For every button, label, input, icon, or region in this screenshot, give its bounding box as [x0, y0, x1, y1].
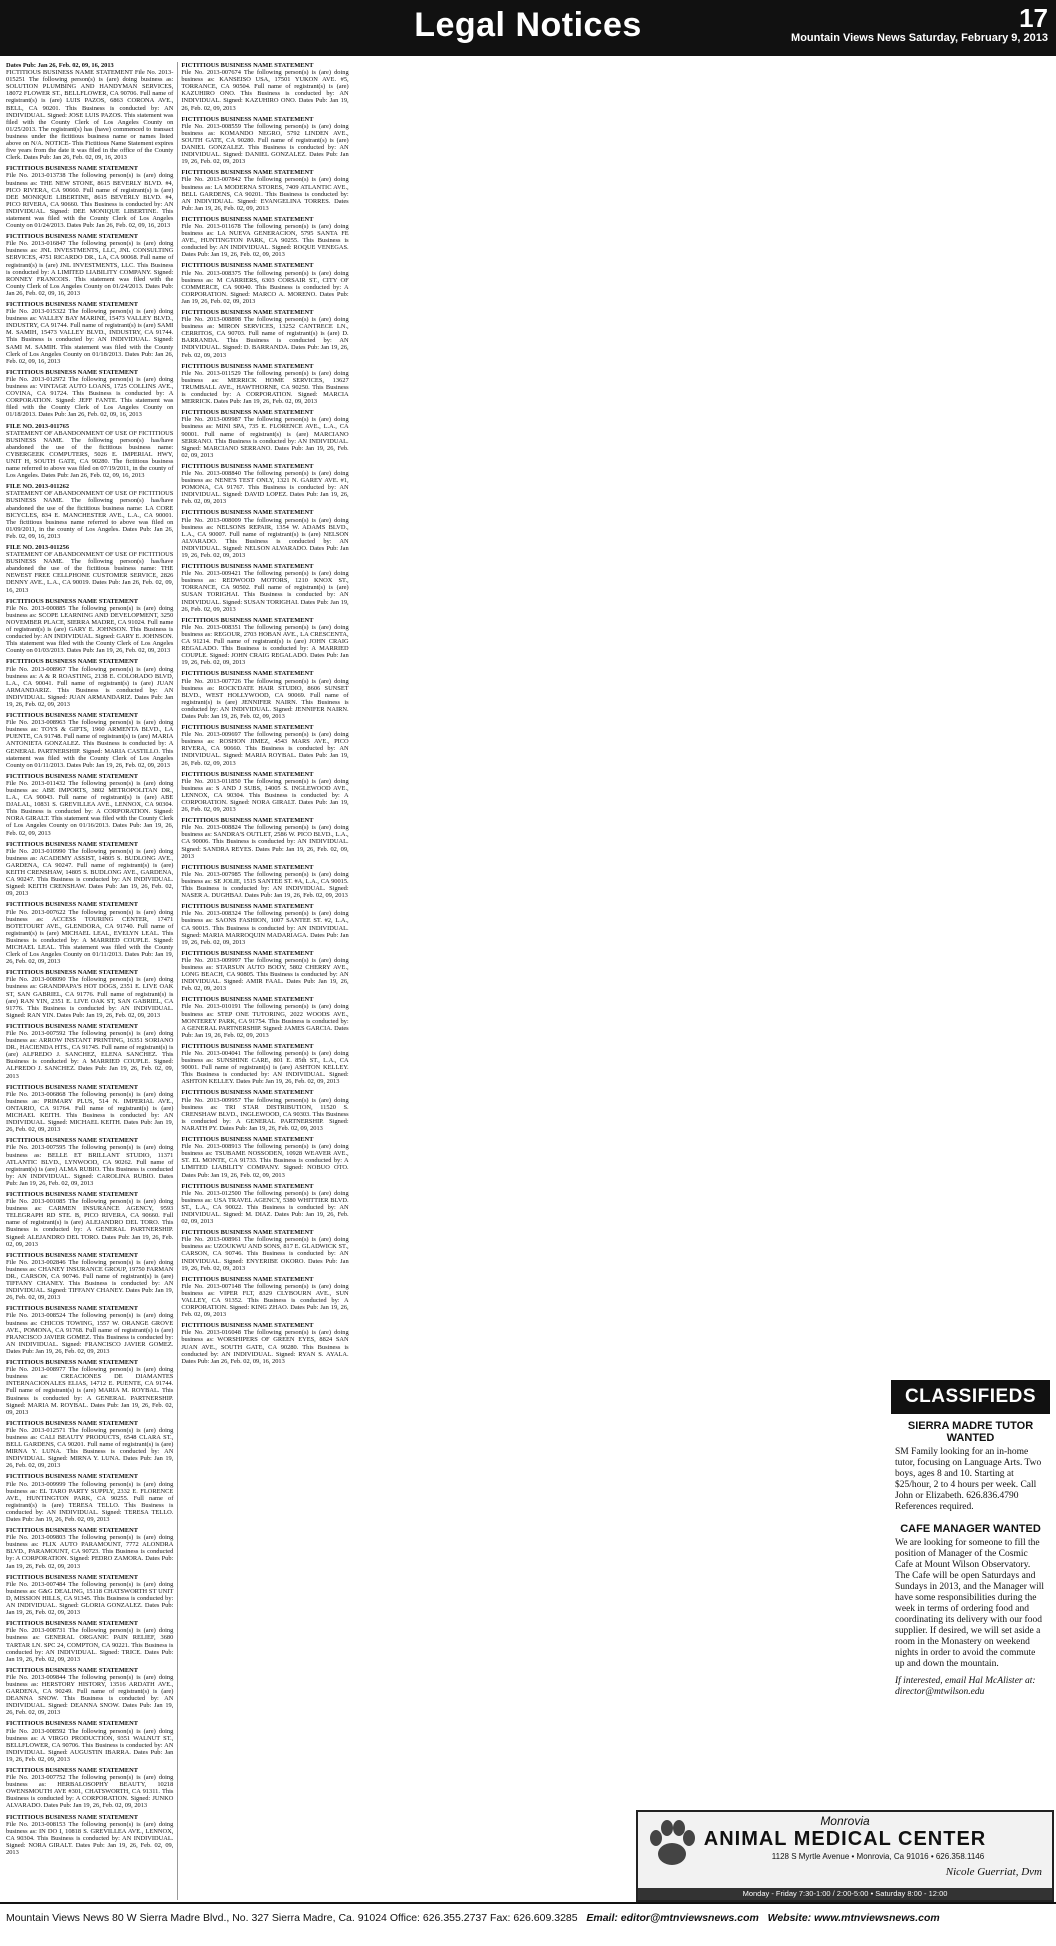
legal-notice [6, 712, 173, 769]
notice-heading: FICTITIOUS BUSINESS NAME STATEMENT [181, 949, 314, 957]
legal-notice [6, 901, 173, 965]
notice-heading: FICTITIOUS BUSINESS NAME STATEMENT [6, 1022, 139, 1030]
notice-heading: FICTITIOUS BUSINESS NAME STATEMENT [181, 863, 314, 871]
notice-text: File No. 2013-008592 The following person(s) is (are) doing business as: A VIRGO PRODUCTION, 9351 WALNUT ST., BELLFLOWER, CA 90706. This Business is conducted by: AN INDIVIDUAL. Signed: AUGUSTIN IBARRA. Dates Pub: Jan 19, 26, Feb. 02, 09, 2013 [6, 1727, 174, 1763]
legal-notice [181, 62, 348, 112]
notice-text: File No. 2013-007148 The following person(s) is (are) doing business as: VIPER FLT, 8329 CLYBOURN AVE., SUN VALLEY, CA 91352. This Business is conducted by: A CORPORATION. Signed: KING ZHAO. Dates Pub: Jan 19, 26, Feb. 02, 09, 2013 [181, 1282, 349, 1319]
notice-heading: FILE NO. 2013-011765 [6, 422, 70, 430]
notice-heading: FICTITIOUS BUSINESS NAME STATEMENT [6, 301, 139, 308]
notice-heading: FICTITIOUS BUSINESS NAME STATEMENT [6, 658, 139, 666]
legal-notice [6, 544, 173, 594]
legal-notice [181, 463, 348, 506]
legal-notice [6, 62, 173, 161]
vet-ad-doctor: Nicole Guerriat, Dvm [945, 1866, 1042, 1878]
legal-notice [6, 483, 173, 540]
legal-notice [6, 1767, 173, 1810]
legal-notice [6, 658, 173, 708]
notice-text: File No. 2013-008153 The following person(s) is (are) doing business as: IN DO I, 10818 S. GREVILLEA AVE., LENNOX, CA 90304. This Business is conducted by: AN INDIVIDUAL. Signed: NORA GIRALT. Dates Pub: Jan 19, 26, Feb. 02, 09, 2013 [6, 1820, 174, 1857]
legal-notice [6, 1720, 173, 1763]
notice-text: File No. 2013-009697 The following person(s) is (are) doing business as: ROSHON JIMEZ, 4543 MARS AVE., PICO RIVERA, CA 90660. This Business is conducted by: AN INDIVIDUAL. Signed: MARIA ROYBAL. Dates Pub: Jan 19, 26, Feb. 02, 09, 2013 [181, 731, 349, 767]
notice-heading: FICTITIOUS BUSINESS NAME STATEMENT [181, 563, 314, 571]
notice-heading: FICTITIOUS BUSINESS NAME STATEMENT [181, 770, 314, 778]
notice-heading: FICTITIOUS BUSINESS NAME STATEMENT [181, 1182, 314, 1190]
notice-heading: FICTITIOUS BUSINESS NAME STATEMENT [6, 1767, 139, 1774]
notice-text: File No. 2013-008324 The following person(s) is (are) doing business as: SAONS FASHION, 1007 SANTEE ST. #2, L.A., CA 90015. This Business is conducted by: AN INDIVIDUAL. Signed: MARIA MARROQUIN MADARIAGA. Dates Pub: Jan 19, 26, Feb. 02, 09, 2013 [181, 910, 349, 946]
vet-ad-hours: Monday - Friday 7:30-1:00 / 2:00-5:00 • Saturday 8:00 - 12:00 [638, 1888, 1052, 1900]
legal-notice [6, 1023, 173, 1080]
legal-notice [181, 309, 348, 359]
notice-heading: FICTITIOUS BUSINESS NAME STATEMENT [181, 1042, 314, 1050]
masthead-info [791, 4, 1048, 44]
notice-heading: FICTITIOUS BUSINESS NAME STATEMENT [181, 262, 314, 270]
section-title: Legal Notices [414, 6, 642, 44]
legal-notice [181, 116, 348, 166]
notice-heading: FICTITIOUS BUSINESS NAME STATEMENT [6, 1473, 139, 1481]
notice-heading: FICTITIOUS BUSINESS NAME STATEMENT [6, 1190, 139, 1198]
notice-text: File No. 2013-008977 The following person(s) is (are) doing business as: CREACIONES DE DIAMANTES INTERNACIONALES ELIAS, 14712 E. PUENTE, CA 91744. Full name of registrant(s) is (are) MARIA M. ROYBAL. This Business is conducted by: A GENERAL PARTNERSHIP. Signed: MARIA M. ROYBAL. Dates Pub: Jan 19, 26, Feb. 02, 09, 2013 [6, 1366, 174, 1416]
legal-notice [181, 724, 348, 767]
legal-notice [6, 1137, 173, 1187]
notice-text: File No. 2013-008963 The following person(s) is (are) doing business as: TOYS & GIFTS, 1960 ARMENTA BLVD., LA PUENTE, CA 91748. Full name of registrant(s) is (are) MARIA ANTONIETA GONZALEZ. This Business is conducted by: A GENERAL PARTNERSHIP. Signed: MARIA CASTILLO. This statement was filed with the County Clerk of Los Angeles County on 01/11/2013. Dates Pub: Jan 19, 26, Feb. 02, 09, 2013 [6, 719, 174, 769]
notice-text: File No. 2013-009997 The following person(s) is (are) doing business as: STARSUN AUTO BODY, 5802 CHERRY AVE., LONG BEACH, CA 90805. This Business is conducted by: AN INDIVIDUAL. Signed: AMIR FAAL. Dates Pub: Jan 19, 26, Feb. 02, 09, 2013 [181, 956, 349, 993]
notice-text: File No. 2013-011432 The following person(s) is (are) doing business as: ABE IMPORTS, 3802 METROPOLITAN DR., L.A., CA 90043. Full name of registrant(s) is (are) ABE DJALAL, 10831 S. GREVILLEA AVE., LENNOX, CA 90304. This Business is conducted by: A CORPORATION. Signed: NORA GIRALT. This statement was filed with the County Clerk of Los Angeles County on 01/16/2013. Dates Pub: Jan 19, 26, Feb. 02, 09, 2013 [6, 779, 174, 837]
notice-text: File No. 2013-010990 The following person(s) is (are) doing business as: ACADEMY ASSIST, 14805 S. BUDLONG AVE., GARDENA, CA 90247. Full name of registrant(s) is (are) KEITH CRENSHAW, 14805 S. BUDLONG AVE., GARDENA, CA 90247. This Business is conducted by: AN INDIVIDUAL. Signed: KEITH CRENSHAW. Dates Pub: Jan 19, 26, Feb. 02, 09, 2013 [6, 847, 174, 898]
notice-heading: FICTITIOUS BUSINESS NAME STATEMENT [181, 62, 314, 69]
notice-text: File No. 2013-009803 The following person(s) is (are) doing business as: FLIX AUTO PARAMOUNT, 7772 ALONDRA BLVD., PARAMOUNT, CA 90723. This Business is conducted by: A CORPORATION. Signed: PEDRO ZAMORA. Dates Pub: Jan 19, 26, Feb. 02, 09, 2013 [6, 1534, 174, 1570]
legal-notice [181, 509, 348, 559]
notice-heading: FICTITIOUS BUSINESS NAME STATEMENT [6, 712, 139, 720]
tutor-ad-heading: SIERRA MADRE TUTOR WANTED [907, 1420, 1034, 1444]
notice-text: File No. 2013-011529 The following person(s) is (are) doing business as: MERRICK HOME SERVICES, 13627 TRUMBALL AVE., HAWTHORNE, CA 90250. This Business is conducted by: A CORPORATION. Signed: MARCIA MERRICK. Dates Pub: Jan 19, 26, Feb. 02, 09, 2013 [181, 369, 349, 406]
notice-heading: FICTITIOUS BUSINESS NAME STATEMENT [181, 1275, 314, 1283]
vet-ad-name: ANIMAL MEDICAL CENTER [703, 1828, 987, 1850]
notice-heading: FICTITIOUS BUSINESS NAME STATEMENT [181, 409, 314, 417]
notice-heading: FICTITIOUS BUSINESS NAME STATEMENT [181, 903, 314, 911]
animal-medical-center-ad [636, 1810, 1054, 1902]
notice-heading: FICTITIOUS BUSINESS NAME STATEMENT [6, 1359, 139, 1367]
notice-text: File No. 2013-008824 The following person(s) is (are) doing business as: SANDRA'S OUTLET, 2586 W. PICO BLVD., L.A., CA 90006. This Business is conducted by: AN INDIVIDUAL. Signed: SANDRA REYES. Dates Pub: Jan 19, 26, Feb. 02, 09, 2013 [181, 824, 349, 860]
notice-heading: FICTITIOUS BUSINESS NAME STATEMENT [181, 115, 314, 123]
vet-ad-address: 1128 S Myrtle Avenue • Monrovia, Ca 91016 • 626.358.1146 [771, 1852, 985, 1861]
notice-text: File No. 2013-009844 The following person(s) is (are) doing business as: HERSTORY HISTORY, 13516 ARDATH AVE., GARDENA, CA 90249. Full name of registrant(s) is (are) DEANNA SNOW. This Business is conducted by: AN INDIVIDUAL. Signed: DEANNA SNOW. Dates Pub: Jan 19, 26, Feb. 02, 09, 2013 [6, 1673, 174, 1717]
legal-notice [181, 996, 348, 1039]
classifieds-header: CLASSIFIEDS [891, 1380, 1050, 1414]
legal-notice [6, 1527, 173, 1570]
notice-heading: FICTITIOUS BUSINESS NAME STATEMENT [6, 1573, 139, 1581]
notice-text: File No. 2013-000885 The following person(s) is (are) doing business as: SCOPE LEARNING AND DEVELOPMENT, 3250 NOVEMBER PLACE, SIERRA MADRE, CA 91024. Full name of registrant(s) is (are) GARY E. JOHNSON. This Business is conducted by: AN INDIVIDUAL. Signed: GARY E. JOHNSON. This statement was filed with the County Clerk of Los Angeles County on 01/03/2013. Dates Pub: Jan 19, 26, Feb. 02, 09, 2013 [6, 604, 174, 655]
notice-heading: FICTITIOUS BUSINESS NAME STATEMENT [6, 597, 139, 605]
masthead-banner [0, 0, 1056, 56]
legal-notice [181, 1183, 348, 1226]
legal-notice [181, 1043, 348, 1086]
notice-heading: FICTITIOUS BUSINESS NAME STATEMENT [6, 840, 139, 848]
notice-text: File No. 2013-009957 The following person(s) is (are) doing business as: TRI STAR DISTRIBUTION, 11520 S. CRENSHAW BLVD., INGLEWOOD, CA 90303. This Business is conducted by: A GENERAL PARTNERSHIP. Signed: NARATH PY. Dates Pub: Jan 19, 26, Feb. 02, 09, 2013 [181, 1096, 349, 1132]
tutor-ad-body: SM Family looking for an in-home tutor, focusing on Language Arts. Two boys, ages 8 and 10. Starting at $25/hour, 2 to 4 hours per week. Call John or Elizabeth. 626.836.4790 References required. [895, 1447, 1042, 1512]
notice-text: File No. 2013-007592 The following person(s) is (are) doing business as: ARROW INSTANT PRINTING, 16351 SORIANO DR., HACIENDA HTS., CA 91745. Full name of registrant(s) is (are) ALFREDO J. SANCHEZ, ELENA SANCHEZ. This Business is conducted by: A MARRIED COUPLE. Signed: ALFREDO J. SANCHEZ. Dates Pub: Jan 19, 26, Feb. 02, 09, 2013 [6, 1030, 174, 1080]
footer-website[interactable]: Website: www.mtnviewsnews.com [767, 1912, 940, 1924]
notice-text: File No. 2013-007726 The following person(s) is (are) doing business as: ROCK'DATE HAIR STUDIO, 8606 SUNSET BLVD., WEST HOLLYWOOD, CA 90069. Full name of registrant(s) is (are) JENNIFER NAIRN. This Business is conducted by: AN INDIVIDUAL. Signed: JENNIFER NAIRN. Dates Pub: Jan 19, 26, Feb. 02, 09, 2013 [181, 677, 349, 720]
notice-text: File No. 2013-008559 The following person(s) is (are) doing business as: KOMANDO NEGRO, 5792 LINDEN AVE., SOUTH GATE, CA 90280. Full name of registrant(s) is (are) DANIEL GONZALEZ. This Business is conducted by: AN INDIVIDUAL. Signed: DANIEL GONZALEZ. Dates Pub: Jan 19, 26, Feb. 02, 09, 2013 [181, 122, 349, 166]
footer-address: Mountain Views News 80 W Sierra Madre Blvd., No. 327 Sierra Madre, Ca. 91024 Office: 626.355.2737 Fax: 626.609.3285 [6, 1912, 578, 1924]
legal-notice [181, 1089, 348, 1132]
notice-text: File No. 2013-013738 The following person(s) is (are) doing business as: THE NEW STONE, 8615 BEVERLY BLVD. #4, PICO RIVERA, CA 90660. Full name of registrant(s) is (are) DEE MONIQUE LIBERTINE, 8615 BEVERLY BLVD. #4, PICO RIVERA, CA 90660. This Business is conducted by: AN INDIVIDUAL. Signed: DEE MONIQUE LIBERTINE. This statement was filed with the County Clerk of Los Angeles County on 01/24/2013. Dates Pub: Jan 26, Feb. 02, 09, 16, 2013 [6, 172, 174, 230]
legal-notice [6, 1305, 173, 1355]
legal-notice [181, 950, 348, 993]
legal-notice [181, 903, 348, 946]
legal-notice [181, 1276, 348, 1319]
notice-text: File No. 2013-008375 The following person(s) is (are) doing business as: M CARRIERS, 6303 CORSAIR ST., CITY OF COMMERCE, CA 90040. This Business is conducted by: A CORPORATION. Signed: MARCO A. MORENO. Dates Pub: Jan 19, 26, Feb. 02, 09, 2013 [181, 269, 349, 305]
legal-notice [181, 563, 348, 613]
notice-heading: FICTITIOUS BUSINESS NAME STATEMENT [181, 1229, 314, 1237]
notice-text: File No. 2013-008967 The following person(s) is (are) doing business as: A & R ROASTING, 2138 E. COLORADO BLVD, L.A., CA 90041. Full name of registrant(s) is (are) JUAN ARMANDARIZ. This Business is conducted by: AN INDIVIDUAL. Signed: JUAN ARMANDARIZ. Dates Pub: Jan 19, 26, Feb. 02, 09, 2013 [6, 665, 174, 708]
notice-text: File No. 2013-007842 The following person(s) is (are) doing business as: LA MODERNA STORES, 7409 ATLANTIC AVE., BELL GARDENS, CA 90201. This Business is conducted by: AN INDIVIDUAL. Signed: EVANGELINA TORRES. Dates Pub: Jan 19, 26, Feb. 02, 09, 2013 [181, 176, 349, 212]
notice-text: File No. 2013-001085 The following person(s) is (are) doing business as: CARMEN INSURANCE AGENCY, 9593 TELEGRAPH RD STE. B, PICO RIVERA, CA 90660. Full name of registrant(s) is (are) ALEJANDRO DEL TORO. This Business is conducted by: A GENERAL PARTNERSHIP. Signed: ALEJANDRO DEL TORO. Dates Pub: Jan 19, 26, Feb. 02, 09, 2013 [6, 1198, 174, 1248]
notice-heading: FICTITIOUS BUSINESS NAME STATEMENT [181, 462, 314, 470]
notice-text: File No. 2013-008840 The following person(s) is (are) doing business as: NENE'S TEST ONLY, 1321 N. GAREY AVE. #1, POMONA, CA 91767. This Business is conducted by: AN INDIVIDUAL. Signed: DAVID LOPEZ. Dates Pub: Jan 19, 26, Feb. 02, 09, 2013 [181, 469, 349, 506]
notice-text: File No. 2013-008898 The following person(s) is (are) doing business as: MIRON SERVICES, 13252 CANTRECE LN., CERRITOS, CA 90703. Full name of registrant(s) is (are) D. BARRANDA. This Business is conducted by: AN INDIVIDUAL. Signed: D. BARRANDA. Dates Pub: Jan 19, 26, Feb. 02, 09, 2013 [181, 316, 349, 359]
legal-notice [6, 1359, 173, 1416]
notice-text: File No. 2013-007752 The following person(s) is (are) doing business as: HERBALOSOPHY BEAUTY, 10218 OWENSMOUTH AVE #301, CHATSWORTH, CA 91311. This Business is conducted by: A CORPORATION. Signed: JUNKO ALVARADO. Dates Pub: Jan 19, 26, Feb. 02, 09, 2013 [6, 1774, 174, 1810]
notice-text: FICTITIOUS BUSINESS NAME STATEMENT File No. 2013-015251 The following person(s) is (are) doing business as: SOLUTION PLUMBING AND HANDYMAN SERVICES, 18072 FLOWER ST., BELLFLOWER, CA 90706. Full name of registrant(s) is (are) LUIS PAZOS, 6863 CORONA AVE., BELL, CA 90201. This Business is conducted by: AN INDIVIDUAL. Signed: JOSE LUIS PAZOS. This statement was filed with the County Clerk of Los Angeles County on 01/25/2013. The registrant(s) has (have) commenced to transact business under the fictitious business name or names listed above on N/A. NOTICE- This Fictitious Name Statement expires five years from the date it was filed in the office of the County Clerk. Dates Pub: Jan 26, Feb. 02, 09, 16, 2013 [6, 69, 174, 162]
legal-notice [181, 670, 348, 720]
notice-heading: FICTITIOUS BUSINESS NAME STATEMENT [181, 670, 314, 678]
legal-notice [6, 1620, 173, 1663]
notice-heading: FICTITIOUS BUSINESS NAME STATEMENT [181, 817, 314, 825]
notice-text: File No. 2013-016847 The following person(s) is (are) doing business as: JNL INVESTMENTS, LLC, JNL CONSULTING SERVICES, 4751 RICARDO DR., LA, CA 90068. Full name of registrant(s) is (are) JNL INVESTMENTS, LLC. This Business is conducted by: A LIMITED LIABILITY COMPANY. Signed: RONNEY FRANCOIS. This statement was filed with the County Clerk of Los Angeles County on 01/24/2013. Dates Pub: Jan 26, Feb. 02, 09, 16, 2013 [6, 240, 174, 297]
notice-heading: FICTITIOUS BUSINESS NAME STATEMENT [181, 1136, 314, 1144]
legal-notice [181, 1322, 348, 1365]
notice-heading: FICTITIOUS BUSINESS NAME STATEMENT [6, 1527, 139, 1535]
legal-notice [6, 598, 173, 655]
legal-notice [181, 617, 348, 667]
notice-text: File No. 2013-008731 The following person(s) is (are) doing business as: GENERAL ORGANIC PAIN RELIEF, 3680 TARTAR LN. SPC 24, COMPTON, CA 90221. This Business is conducted by: AN INDIVIDUAL. Signed: TRICE. Dates Pub: Jan 19, 26, Feb. 02, 09, 2013 [6, 1627, 174, 1663]
notice-text: File No. 2013-007484 The following person(s) is (are) doing business as: G&G DEALING, 15118 CHATSWORTH ST UNIT D, MISSION HILLS, CA 91345. This Business is conducted by: AN INDIVIDUAL. Signed: GLORIA GONZALEZ. Dates Pub: Jan 19, 26, Feb. 02, 09, 2013 [6, 1580, 174, 1617]
legal-notice [181, 262, 348, 305]
notice-heading: FICTITIOUS BUSINESS NAME STATEMENT [181, 215, 314, 223]
notice-text: STATEMENT OF ABANDONMENT OF USE OF FICTITIOUS BUSINESS NAME. The following person(s) has/have abandoned the use of the fictitious business name: CYBERGEEK COMPUTERS, 5026 E. IMPERIAL HWY, UNIT H, SOUTH GATE, CA 90280. The fictitious business name referred to above was filed on 07/19/2011, in the county of Los Angeles. Dates Pub: Jan 26, Feb. 02, 09, 16, 2013 [6, 429, 174, 480]
cafe-ad-body: We are looking for someone to fill the position of Manager of the Cosmic Cafe at Mount Wilson Observatory. The Cafe will be open Saturdays and Sundays in 2013, and the Manager will have some responsibilities during the week in terms of ordering food and coordinating its delivery with our food supplier. If desired, we will set aside a room in the Monastery on weekend nights in order to avoid the commute up and down the mountain. [895, 1538, 1045, 1669]
notice-text: File No. 2013-008090 The following person(s) is (are) doing business as: GRANDPAPA'S HOT DOGS, 2351 E. LIVE OAK ST, SAN GABRIEL, CA 91776. Full name of registrant(s) is (are) RAN YIN, 2351 E. LIVE OAK ST, SAN GABRIEL, CA 91776. This Business is conducted by: AN INDIVIDUAL. Signed: RAN YIN. Dates Pub: Jan 19, 26, Feb. 02, 09, 2013 [6, 976, 174, 1019]
notice-text: STATEMENT OF ABANDONMENT OF USE OF FICTITIOUS BUSINESS NAME. The following person(s) has/have abandoned the use of the fictitious business name: LA CORE BICYCLES, 834 E. MANCHESTER AVE., L.A., CA 90001. The fictitious business name referred to above was filed on 01/09/2011, in the county of Los Angeles. Dates Pub: Jan 26, Feb. 02, 09, 16, 2013 [6, 490, 174, 540]
notice-heading: Dates Pub: Jan 26, Feb. 02, 09, 16, 2013 [6, 62, 114, 69]
notice-text: File No. 2013-008913 The following person(s) is (are) doing business as: TSUBAME NOSSODEN, 10928 WEAVER AVE., ST. EL MONTE, CA 91733. This Business is conducted by: A LIMITED LIABILITY COMPANY. Signed: NOBUO OTO. Dates Pub: Jan 19, 26, Feb. 02, 09, 2013 [181, 1143, 349, 1179]
notice-text: File No. 2013-008961 The following person(s) is (are) doing business as: UZOUKWU AND SONS, 817 E. GLADWICK ST., CARSON, CA 90746. This Business is conducted by: AN INDIVIDUAL. Signed: ENYERIBE OKORO. Dates Pub: Jan 19, 26, Feb. 02, 09, 2013 [181, 1236, 349, 1272]
notice-heading: FICTITIOUS BUSINESS NAME STATEMENT [6, 1083, 139, 1091]
notice-heading: FICTITIOUS BUSINESS NAME STATEMENT [6, 233, 139, 241]
legal-notice [6, 1574, 173, 1617]
legal-notice [181, 169, 348, 212]
notice-text: File No. 2013-008351 The following person(s) is (are) doing business as: REGOUR, 2703 HOBAN AVE., LA CRESCENTA, CA 91214. Full name of registrant(s) is (are) JOHN CRAIG REGALADO. This Business is conducted by: A MARRIED COUPLE. Signed: JOHN CRAIG REGALADO. Dates Pub: Jan 19, 26, Feb. 02, 09, 2013 [181, 623, 349, 667]
notice-heading: FICTITIOUS BUSINESS NAME STATEMENT [181, 509, 314, 517]
notice-text: File No. 2013-009999 The following person(s) is (are) doing business as: EL TARO PARTY SUPPLY, 2332 E. FLORENCE AVE., HUNTINGTON PARK, CA 90255. Full name of registrant(s) is (are) TERESA TELLO. This Business is conducted by: AN INDIVIDUAL. Signed: TERESA TELLO. Dates Pub: Jan 19, 26, Feb. 02, 09, 2013 [6, 1480, 174, 1523]
legal-notice [181, 363, 348, 406]
legal-notice [6, 1473, 173, 1523]
footer-email[interactable]: Email: editor@mtnviewsnews.com [586, 1912, 759, 1924]
notice-heading: FICTITIOUS BUSINESS NAME STATEMENT [6, 1137, 139, 1145]
notice-heading: FILE NO. 2013-011262 [6, 483, 70, 491]
notice-text: File No. 2013-008524 The following person(s) is (are) doing business as: CHICOS TOWING, 1557 W. ORANGE GROVE AVE., POMONA, CA 91768. Full name of registrant(s) is (are) FRANCISCO JAVIER GOMEZ. This Business is conducted by: AN INDIVIDUAL. Signed: FRANCISCO JAVIER GOMEZ. Dates Pub: Jan 19, 26, Feb. 02, 09, 2013 [6, 1312, 174, 1355]
legal-notice [6, 1420, 173, 1470]
cafe-ad-contact: If interested, email Hal McAlister at: director@mtwilson.edu [895, 1676, 1036, 1697]
notice-text: File No. 2013-008009 The following person(s) is (are) doing business as: NELSONS REPAIR, 1354 W. ADAMS BLVD., L.A., CA 90007. Full name of registrant(s) is (are) NELSON ALVARADO. This Business is conducted by: AN INDIVIDUAL. Signed: NELSON ALVARADO. Dates Pub: Jan 19, 26, Feb. 02, 09, 2013 [181, 516, 349, 559]
legal-notice [6, 773, 173, 837]
notice-heading: FICTITIOUS BUSINESS NAME STATEMENT [181, 1089, 314, 1097]
notice-heading: FICTITIOUS BUSINESS NAME STATEMENT [6, 368, 139, 376]
notice-text: File No. 2013-016048 The following person(s) is (are) doing business as: WORSHIPERS OF GREEN EYES, 8824 SAN JUAN AVE., SOUTH GATE, CA 90280. This Business is conducted by: AN INDIVIDUAL. Signed: RYAN S. AYALA. Dates Pub: Jan 26, Feb. 02, 09, 16, 2013 [181, 1329, 349, 1365]
notice-heading: FICTITIOUS BUSINESS NAME STATEMENT [6, 901, 139, 909]
notice-heading: FICTITIOUS BUSINESS NAME STATEMENT [181, 309, 314, 316]
notice-heading: FICTITIOUS BUSINESS NAME STATEMENT [181, 724, 314, 732]
notice-text: File No. 2013-007595 The following person(s) is (are) doing business as: BELLE ET BRILLANT STUDIO, 11371 ATLANTIC BLVD., LYNWOOD, CA 90262. Full name of registrant(s) is (are) ALMA RUBIO. This Business is conducted by: AN INDIVIDUAL. Signed: CAROLINA RUBIO. Dates Pub: Jan 19, 26, Feb. 02, 09, 2013 [6, 1144, 174, 1187]
notice-text: File No. 2013-012972 The following person(s) is (are) doing business as: VINTAGE AUTO LOANS, 1725 COLLINS AVE., COVINA, CA 91724. This Business is conducted by: A CORPORATION. Signed: JEFF FANTE. This statement was filed with the County Clerk of Los Angeles County on 01/18/2013. Dates Pub: Jan 26, Feb. 02, 09, 16, 2013 [6, 375, 174, 419]
legal-notice [181, 1229, 348, 1272]
page-footer [0, 1902, 1056, 1946]
notice-heading: FICTITIOUS BUSINESS NAME STATEMENT [6, 1720, 139, 1728]
notice-heading: FILE NO. 2013-011256 [6, 544, 70, 551]
notice-text: File No. 2013-002846 The following person(s) is (are) doing business as: CHANEY INSURANCE GROUP, 19750 FARMAN DR., CARSON, CA 90746. Full name of registrant(s) is (are) TIFFANY CHANEY. This Business is conducted by: AN INDIVIDUAL. Signed: TIFFANY CHANEY. Dates Pub: Jan 19, 26, Feb. 02, 09, 2013 [6, 1258, 174, 1302]
legal-notice [6, 1667, 173, 1717]
vet-ad-city: Monrovia [820, 1814, 870, 1828]
notice-heading: FICTITIOUS BUSINESS NAME STATEMENT [181, 362, 314, 370]
notice-text: File No. 2013-004041 The following person(s) is (are) doing business as: SUNSHINE CARE, 801 E. 85th ST., L.A., CA 90001. Full name of registrant(s) is (are) ASHTON KELLEY. This Business is conducted by: AN INDIVIDUAL. Signed: ASHTON KELLEY. Dates Pub: Jan 19, 26, Feb. 02, 09, 2013 [181, 1050, 349, 1086]
footer-line [6, 1912, 940, 1924]
notice-text: File No. 2013-015322 The following person(s) is (are) doing business as: VALLEY BAY MARINE, 15473 VALLEY BLVD., INDUSTRY, CA 91744. Full name of registrant(s) is (are) SAMI M. SAMIH, 15473 VALLEY BLVD., INDUSTRY, CA 91744. This Business is conducted by: AN INDIVIDUAL. Signed: SAMI M. SAMIH. This statement was filed with the County Clerk of Los Angeles County on 01/18/2013. Dates Pub: Jan 26, Feb. 02, 09, 16, 2013 [6, 308, 174, 365]
legal-notice [6, 1814, 173, 1857]
legal-notice [181, 216, 348, 259]
notice-heading: FICTITIOUS BUSINESS NAME STATEMENT [6, 1666, 139, 1674]
notice-heading: FICTITIOUS BUSINESS NAME STATEMENT [181, 996, 314, 1004]
legal-notice [181, 817, 348, 860]
legal-notice [6, 423, 173, 480]
legal-notice [181, 1136, 348, 1179]
legal-notice [181, 771, 348, 814]
notice-heading: FICTITIOUS BUSINESS NAME STATEMENT [6, 969, 139, 977]
legal-notice [181, 409, 348, 459]
notice-text: STATEMENT OF ABANDONMENT OF USE OF FICTITIOUS BUSINESS NAME. The following person(s) has/have abandoned the use of the fictitious business name: THE NEWEST FREE CELLPHONE CUSTOMER SERVICE, 2826 DENNY AVE., L.A., CA 90019. Dates Pub: Jan 26, Feb. 02, 09, 16, 2013 [6, 551, 174, 594]
legal-notice [6, 369, 173, 419]
notice-text: File No. 2013-007985 The following person(s) is (are) doing business as: SE JOLIE, 1515 SANTEE ST. #A, L.A., CA 90015. This Business is conducted by: AN INDIVIDUAL. Signed: NASER A. DUGHBAJ. Dates Pub: Jan 19, 26, Feb. 02, 09, 2013 [181, 870, 349, 900]
notice-text: File No. 2013-006868 The following person(s) is (are) doing business as: PRIMARY PLUS, 514 N. IMPERIAL AVE., ONTARIO, CA 91764. Full name of registrant(s) is (are) MICHAEL KEITH. This Business is conducted by: AN INDIVIDUAL. Signed: MICHAEL KEITH. Dates Pub: Jan 19, 26, Feb. 02, 09, 2013 [6, 1090, 174, 1134]
notice-heading: FICTITIOUS BUSINESS NAME STATEMENT [6, 1305, 139, 1313]
notice-text: File No. 2013-009987 The following person(s) is (are) doing business as: MINI SPA, 735 E. FLORENCE AVE., L.A., CA 90001. Full name of registrant(s) is (are) MARCIANO SERRANO. This Business is conducted by: AN INDIVIDUAL. Signed: MARCIANO SERRANO. Dates Pub: Jan 19, 26, Feb. 02, 09, 2013 [181, 416, 349, 459]
cafe-ad-heading: CAFE MANAGER WANTED [900, 1523, 1041, 1535]
notice-text: File No. 2013-007674 The following person(s) is (are) doing business as: KANSEISO USA, 17501 YUKON AVE. #5, TORRANCE, CA 90504. Full name of registrant(s) is (are) KAZUHIRO ONO. This Business is conducted by: AN INDIVIDUAL. Signed: KAZUHIRO ONO. Dates Pub: Jan 19, 26, Feb. 02, 09, 2013 [181, 69, 349, 112]
notice-heading: FICTITIOUS BUSINESS NAME STATEMENT [6, 1620, 139, 1628]
legal-notice [6, 1084, 173, 1134]
notice-text: File No. 2013-007622 The following person(s) is (are) doing business as: ACCESS TOURING CENTER, 17471 BOTETOURT AVE., GLENDORA, CA 91740. Full name of registrant(s) is (are) MICHAEL LEAL, EVELYN LEAL. This Business is conducted by: A MARRIED COUPLE. Signed: MICHAEL LEAL. This statement was filed with the County Clerk of Los Angeles County on 01/11/2013. Dates Pub: Jan 19, 26, Feb. 02, 09, 2013 [6, 908, 174, 966]
issue-date: Mountain Views News Saturday, February 9, 2013 [791, 32, 1048, 44]
legal-notice [181, 864, 348, 899]
legal-notice [6, 301, 173, 365]
notice-text: File No. 2013-011678 The following person(s) is (are) doing business as: LA NUEVA GENERACION, 5795 SANTA FE AVE., HUNTINGTON PARK, CA 90255. This Business is conducted by: AN INDIVIDUAL. Signed: ROQUE VENEGAS. Dates Pub: Jan 19, 26, Feb. 02, 09, 2013 [181, 222, 349, 259]
notice-heading: FICTITIOUS BUSINESS NAME STATEMENT [6, 1251, 139, 1259]
notice-text: File No. 2013-012500 The following person(s) is (are) doing business as: USA TRAVEL AGENCY, 5380 WHITTIER BLVD. ST., L.A., CA 90022. This Business is conducted by: AN INDIVIDUAL. Signed: M. DIAZ. Dates Pub: Jan 19, 26, Feb. 02, 09, 2013 [181, 1189, 349, 1226]
notice-text: File No. 2013-011850 The following person(s) is (are) doing business as: S AND J SUBS, 14005 S. INGLEWOOD AVE., LENNOX, CA 90304. This Business is conducted by: A CORPORATION. Signed: NORA GIRALT. Dates Pub: Jan 19, 26, Feb. 02, 09, 2013 [181, 777, 349, 814]
notice-heading: FICTITIOUS BUSINESS NAME STATEMENT [6, 1419, 139, 1427]
legal-notice [6, 969, 173, 1019]
notice-heading: FICTITIOUS BUSINESS NAME STATEMENT [181, 1322, 314, 1330]
notice-heading: FICTITIOUS BUSINESS NAME STATEMENT [181, 169, 314, 177]
legal-notice [6, 841, 173, 898]
notice-heading: FICTITIOUS BUSINESS NAME STATEMENT [6, 165, 139, 173]
legal-notice [6, 1252, 173, 1302]
notice-heading: FICTITIOUS BUSINESS NAME STATEMENT [6, 772, 139, 780]
legal-notice [6, 233, 173, 297]
legal-notice [6, 1191, 173, 1248]
notice-text: File No. 2013-010191 The following person(s) is (are) doing business as: STEP ONE TUTORING, 2022 WOODS AVE., MONTEREY PARK, CA 91754. This Business is conducted by: A GENERAL PARTNERSHIP. Signed: JAMES GARCIA. Dates Pub: Jan 19, 26, Feb. 02, 09, 2013 [181, 1003, 349, 1039]
legal-notice [6, 165, 173, 229]
page-number: 17 [1019, 3, 1048, 33]
notice-heading: FICTITIOUS BUSINESS NAME STATEMENT [6, 1813, 139, 1821]
notice-text: File No. 2013-009421 The following person(s) is (are) doing business as: REDWOOD MOTORS, 1210 KNOX ST., TORRANCE, CA 90502. Full name of registrant(s) is (are) SUSAN TORIGHAI. This Business is conducted by: AN INDIVIDUAL. Signed: SUSAN TORIGHAI. Dates Pub: Jan 19, 26, Feb. 02, 09, 2013 [181, 570, 349, 613]
notice-heading: FICTITIOUS BUSINESS NAME STATEMENT [181, 616, 314, 624]
notice-text: File No. 2013-012571 The following person(s) is (are) doing business as: CALI BEAUTY PRODUCTS, 6548 CLARA ST., BELL GARDENS, CA 90201. Full name of registrant(s) is (are) MIRNA Y. LUNA. This Business is conducted by: AN INDIVIDUAL. Signed: MIRNA Y. LUNA. Dates Pub: Jan 19, 26, Feb. 02, 09, 2013 [6, 1426, 174, 1470]
